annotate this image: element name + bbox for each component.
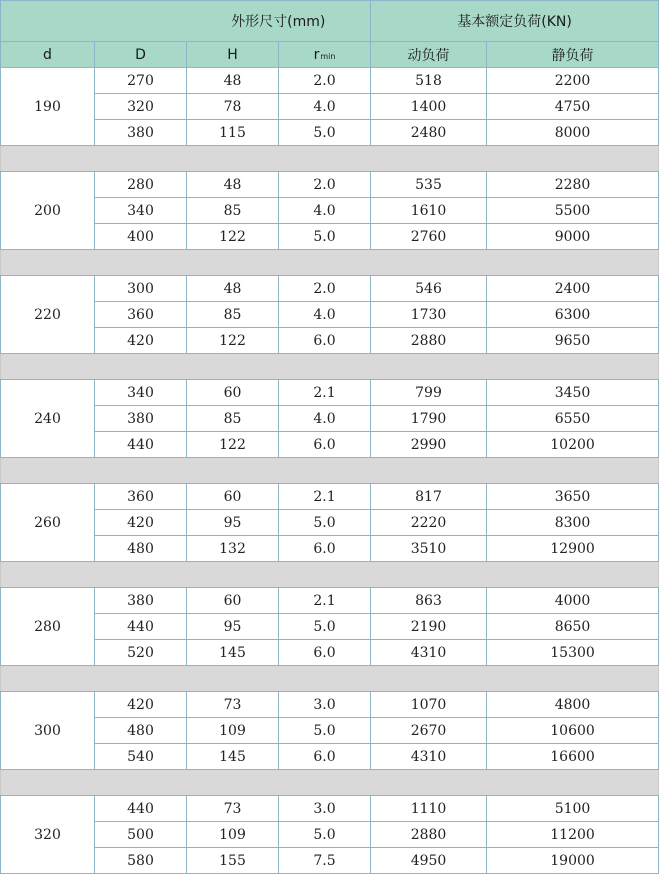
table-row (1, 848, 659, 874)
table-row (1, 432, 659, 458)
outer-diameter-cell: 440 (95, 614, 187, 640)
dynamic-load-cell: 518 (371, 68, 487, 94)
dynamic-load-cell: 1400 (371, 94, 487, 120)
dynamic-load-cell: 2190 (371, 614, 487, 640)
outer-diameter-cell: 360 (95, 302, 187, 328)
height-cell: 122 (187, 224, 279, 250)
chamfer-cell: 2.0 (279, 68, 371, 94)
outer-diameter-cell: 380 (95, 120, 187, 146)
chamfer-cell: 6.0 (279, 328, 371, 354)
outer-diameter-cell: 520 (95, 640, 187, 666)
outer-diameter-cell: 400 (95, 224, 187, 250)
dynamic-load-cell: 1610 (371, 198, 487, 224)
header-row-top (1, 1, 659, 42)
height-cell: 95 (187, 510, 279, 536)
static-load-cell: 9000 (487, 224, 659, 250)
outer-diameter-cell: 280 (95, 172, 187, 198)
static-load-cell: 8650 (487, 614, 659, 640)
static-load-cell: 4800 (487, 692, 659, 718)
chamfer-cell: 2.1 (279, 484, 371, 510)
table-row (1, 822, 659, 848)
dynamic-load-cell: 4950 (371, 848, 487, 874)
header-row-columns (1, 42, 659, 68)
chamfer-cell: 7.5 (279, 848, 371, 874)
static-load-cell: 5500 (487, 198, 659, 224)
table-row (1, 276, 659, 302)
table-body (1, 1, 659, 874)
height-cell: 60 (187, 380, 279, 406)
header-blank-cell (1, 1, 187, 42)
height-cell: 122 (187, 328, 279, 354)
chamfer-cell: 3.0 (279, 692, 371, 718)
dynamic-load-cell: 1730 (371, 302, 487, 328)
group-separator-row (1, 770, 659, 796)
group-separator-cell (1, 770, 659, 796)
chamfer-cell: 6.0 (279, 744, 371, 770)
chamfer-cell: 2.0 (279, 172, 371, 198)
outer-diameter-cell: 540 (95, 744, 187, 770)
outer-diameter-cell: 440 (95, 796, 187, 822)
chamfer-cell: 4.0 (279, 198, 371, 224)
dynamic-load-cell: 2220 (371, 510, 487, 536)
table-row (1, 510, 659, 536)
chamfer-cell: 6.0 (279, 536, 371, 562)
group-separator-row (1, 146, 659, 172)
table-row (1, 224, 659, 250)
table-row (1, 588, 659, 614)
table-row (1, 198, 659, 224)
height-cell: 109 (187, 718, 279, 744)
outer-diameter-cell: 340 (95, 380, 187, 406)
col-header-r-main: r (313, 46, 320, 63)
dynamic-load-cell: 2880 (371, 328, 487, 354)
static-load-cell: 3450 (487, 380, 659, 406)
outer-diameter-cell: 300 (95, 276, 187, 302)
table-row (1, 120, 659, 146)
table-row (1, 484, 659, 510)
static-load-cell: 6300 (487, 302, 659, 328)
height-cell: 122 (187, 432, 279, 458)
static-load-cell: 2280 (487, 172, 659, 198)
height-cell: 85 (187, 406, 279, 432)
height-cell: 155 (187, 848, 279, 874)
dynamic-load-cell: 3510 (371, 536, 487, 562)
outer-diameter-cell: 420 (95, 510, 187, 536)
dynamic-load-cell: 2670 (371, 718, 487, 744)
outer-diameter-cell: 380 (95, 588, 187, 614)
height-cell: 73 (187, 796, 279, 822)
table-row (1, 796, 659, 822)
chamfer-cell: 5.0 (279, 822, 371, 848)
static-load-cell: 12900 (487, 536, 659, 562)
table-row (1, 380, 659, 406)
col-header-D: D (95, 42, 187, 68)
table-row (1, 172, 659, 198)
dynamic-load-cell: 546 (371, 276, 487, 302)
dynamic-load-cell: 817 (371, 484, 487, 510)
col-header-r-sub: min (320, 51, 336, 61)
chamfer-cell: 3.0 (279, 796, 371, 822)
dynamic-load-cell: 863 (371, 588, 487, 614)
outer-diameter-cell: 480 (95, 536, 187, 562)
bore-diameter-cell: 190 (1, 68, 95, 146)
chamfer-cell: 2.1 (279, 380, 371, 406)
dynamic-load-cell: 799 (371, 380, 487, 406)
chamfer-cell: 5.0 (279, 614, 371, 640)
dimensions-header: 外形尺寸(mm) (187, 1, 371, 42)
table-row (1, 744, 659, 770)
group-separator-cell (1, 146, 659, 172)
outer-diameter-cell: 380 (95, 406, 187, 432)
height-cell: 132 (187, 536, 279, 562)
group-separator-cell (1, 354, 659, 380)
table-row (1, 406, 659, 432)
outer-diameter-cell: 360 (95, 484, 187, 510)
height-cell: 78 (187, 94, 279, 120)
height-cell: 145 (187, 640, 279, 666)
table-row (1, 302, 659, 328)
static-load-cell: 4000 (487, 588, 659, 614)
col-header-H: H (187, 42, 279, 68)
group-separator-cell (1, 250, 659, 276)
static-load-cell: 8000 (487, 120, 659, 146)
height-cell: 115 (187, 120, 279, 146)
dynamic-load-cell: 1790 (371, 406, 487, 432)
height-cell: 95 (187, 614, 279, 640)
dynamic-load-cell: 535 (371, 172, 487, 198)
col-header-d: d (1, 42, 95, 68)
chamfer-cell: 5.0 (279, 120, 371, 146)
height-cell: 48 (187, 276, 279, 302)
outer-diameter-cell: 580 (95, 848, 187, 874)
outer-diameter-cell: 270 (95, 68, 187, 94)
chamfer-cell: 4.0 (279, 406, 371, 432)
outer-diameter-cell: 500 (95, 822, 187, 848)
table-row (1, 68, 659, 94)
group-separator-cell (1, 562, 659, 588)
dynamic-load-cell: 4310 (371, 744, 487, 770)
chamfer-cell: 2.1 (279, 588, 371, 614)
table-row (1, 536, 659, 562)
load-rating-header: 基本额定负荷(KN) (371, 1, 659, 42)
static-load-cell: 10600 (487, 718, 659, 744)
static-load-cell: 4750 (487, 94, 659, 120)
table-row (1, 692, 659, 718)
bore-diameter-cell: 220 (1, 276, 95, 354)
group-separator-row (1, 250, 659, 276)
static-load-cell: 6550 (487, 406, 659, 432)
height-cell: 60 (187, 484, 279, 510)
bore-diameter-cell: 260 (1, 484, 95, 562)
static-load-cell: 11200 (487, 822, 659, 848)
chamfer-cell: 4.0 (279, 94, 371, 120)
height-cell: 48 (187, 68, 279, 94)
dynamic-load-cell: 2880 (371, 822, 487, 848)
group-separator-cell (1, 666, 659, 692)
table-row (1, 718, 659, 744)
bore-diameter-cell: 320 (1, 796, 95, 874)
static-load-cell: 16600 (487, 744, 659, 770)
chamfer-cell: 6.0 (279, 432, 371, 458)
chamfer-cell: 2.0 (279, 276, 371, 302)
dynamic-load-cell: 4310 (371, 640, 487, 666)
group-separator-row (1, 458, 659, 484)
static-load-cell: 9650 (487, 328, 659, 354)
static-load-cell: 10200 (487, 432, 659, 458)
static-load-cell: 8300 (487, 510, 659, 536)
static-load-cell: 19000 (487, 848, 659, 874)
outer-diameter-cell: 440 (95, 432, 187, 458)
height-cell: 145 (187, 744, 279, 770)
height-cell: 73 (187, 692, 279, 718)
static-load-cell: 5100 (487, 796, 659, 822)
group-separator-cell (1, 458, 659, 484)
table-row (1, 614, 659, 640)
height-cell: 109 (187, 822, 279, 848)
chamfer-cell: 6.0 (279, 640, 371, 666)
outer-diameter-cell: 480 (95, 718, 187, 744)
outer-diameter-cell: 420 (95, 328, 187, 354)
outer-diameter-cell: 420 (95, 692, 187, 718)
height-cell: 85 (187, 198, 279, 224)
col-header-r (279, 42, 371, 68)
chamfer-cell: 5.0 (279, 510, 371, 536)
chamfer-cell: 5.0 (279, 224, 371, 250)
outer-diameter-cell: 340 (95, 198, 187, 224)
height-cell: 48 (187, 172, 279, 198)
dynamic-load-cell: 2990 (371, 432, 487, 458)
static-load-cell: 3650 (487, 484, 659, 510)
dynamic-load-cell: 2760 (371, 224, 487, 250)
bore-diameter-cell: 280 (1, 588, 95, 666)
static-load-cell: 2200 (487, 68, 659, 94)
outer-diameter-cell: 320 (95, 94, 187, 120)
chamfer-cell: 5.0 (279, 718, 371, 744)
group-separator-row (1, 354, 659, 380)
dynamic-load-cell: 1070 (371, 692, 487, 718)
height-cell: 85 (187, 302, 279, 328)
group-separator-row (1, 666, 659, 692)
static-load-cell: 2400 (487, 276, 659, 302)
col-header-dynamic-load: 动负荷 (371, 42, 487, 68)
group-separator-row (1, 562, 659, 588)
static-load-cell: 15300 (487, 640, 659, 666)
bore-diameter-cell: 240 (1, 380, 95, 458)
table-row (1, 328, 659, 354)
dynamic-load-cell: 1110 (371, 796, 487, 822)
bore-diameter-cell: 200 (1, 172, 95, 250)
bore-diameter-cell: 300 (1, 692, 95, 770)
height-cell: 60 (187, 588, 279, 614)
col-header-static-load: 静负荷 (487, 42, 659, 68)
table-row (1, 94, 659, 120)
dynamic-load-cell: 2480 (371, 120, 487, 146)
table-row (1, 640, 659, 666)
chamfer-cell: 4.0 (279, 302, 371, 328)
